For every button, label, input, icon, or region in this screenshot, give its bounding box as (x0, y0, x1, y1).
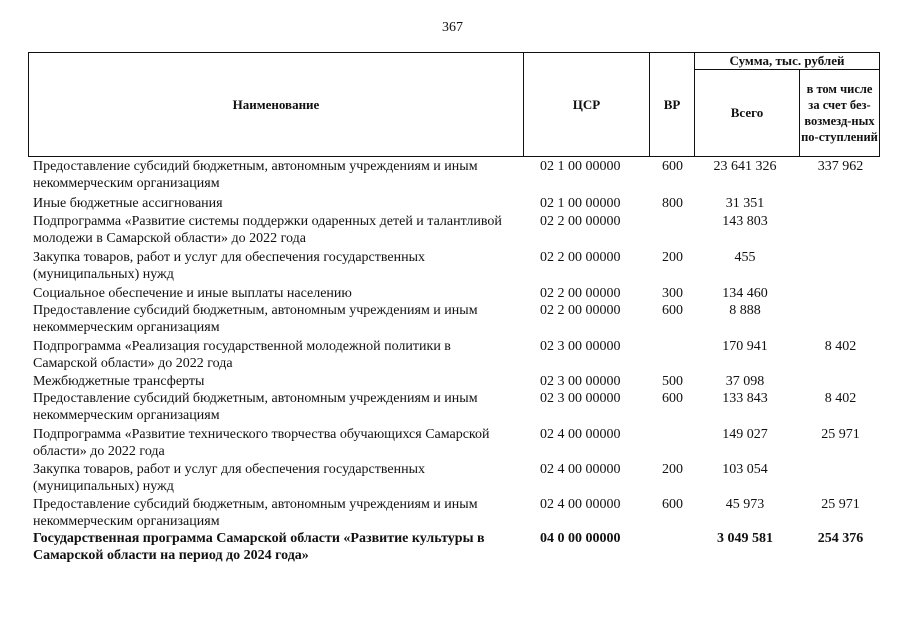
row-csr: 02 4 00 00000 (540, 497, 621, 512)
row-total: 45 973 (725, 497, 765, 512)
header-including: в том числе за счет без-возмезд-ных по-ступлений (800, 70, 880, 157)
row-vr: 600 (662, 497, 683, 512)
header-sum-group: Сумма, тыс. рублей (695, 53, 880, 70)
table-row (33, 496, 883, 530)
row-name: Государственная программа Самарской области «Развитие культуры в Самарской области на период до 2024 года» (33, 531, 485, 563)
row-vr: 200 (662, 250, 683, 265)
row-total: 149 027 (722, 427, 768, 442)
row-name: Подпрограмма «Развитие технического творчества обучающихся Самарской области» до 2022 года (33, 427, 490, 459)
table-row (33, 461, 883, 496)
row-total: 23 641 326 (713, 159, 777, 174)
table-header (28, 52, 880, 157)
header-vr: ВР (650, 53, 695, 157)
row-free: 254 376 (817, 531, 864, 546)
row-vr: 200 (662, 462, 683, 477)
row-name: Предоставление субсидий бюджетным, автономным учреждениям и иным некоммерческим организациям (33, 303, 478, 335)
row-csr: 02 1 00 00000 (540, 196, 621, 211)
row-csr: 02 2 00 00000 (540, 250, 621, 265)
page-number: 367 (442, 20, 463, 35)
row-total: 134 460 (722, 286, 768, 301)
table-row (33, 302, 883, 338)
row-csr: 02 2 00 00000 (540, 214, 621, 229)
row-name: Предоставление субсидий бюджетным, автономным учреждениям и иным некоммерческим организациям (33, 391, 478, 423)
row-name: Подпрограмма «Реализация государственной молодежной политики в Самарской области» до 2022 года (33, 339, 451, 371)
row-csr: 02 3 00 00000 (540, 391, 621, 406)
row-total: 8 888 (729, 303, 761, 318)
row-name: Предоставление субсидий бюджетным, автономным учреждениям и иным некоммерческим организациям (33, 497, 478, 529)
row-csr: 02 2 00 00000 (540, 303, 621, 318)
row-free: 25 971 (821, 497, 860, 512)
table-row (33, 195, 883, 213)
row-total: 143 803 (722, 214, 768, 229)
row-name: Иные бюджетные ассигнования (33, 196, 223, 211)
row-total: 103 054 (722, 462, 768, 477)
table-row (33, 213, 883, 249)
row-csr: 04 0 00 00000 (540, 531, 621, 546)
row-vr: 500 (662, 374, 683, 389)
row-csr: 02 3 00 00000 (540, 374, 621, 389)
row-total: 3 049 581 (717, 531, 773, 546)
header-name: Наименование (29, 53, 524, 157)
row-csr: 02 3 00 00000 (540, 339, 621, 354)
table-row (33, 338, 883, 373)
row-free: 25 971 (821, 427, 860, 442)
header-csr: ЦСР (524, 53, 650, 157)
row-total: 455 (734, 250, 756, 265)
row-name: Закупка товаров, работ и услуг для обеспечения государственных (муниципальных) нужд (33, 250, 426, 282)
header-total: Всего (695, 70, 800, 157)
table-body (33, 158, 883, 566)
row-total: 170 941 (722, 339, 768, 354)
row-free: 337 962 (817, 159, 864, 174)
table-row (33, 373, 883, 390)
row-name: Социальное обеспечение и иные выплаты населению (33, 286, 352, 301)
row-vr: 600 (662, 159, 683, 174)
table-row (33, 249, 883, 285)
row-vr: 800 (662, 196, 683, 211)
row-vr: 600 (662, 391, 683, 406)
row-csr: 02 2 00 00000 (540, 286, 621, 301)
row-free: 8 402 (824, 391, 857, 406)
table-row-program-total (33, 530, 883, 566)
row-csr: 02 1 00 00000 (540, 159, 621, 174)
row-total: 133 843 (722, 391, 768, 406)
row-total: 37 098 (725, 374, 765, 389)
row-csr: 02 4 00 00000 (540, 462, 621, 477)
row-free: 8 402 (824, 339, 857, 354)
row-name: Межбюджетные трансферты (33, 374, 205, 389)
table-row (33, 285, 883, 302)
table-row (33, 390, 883, 426)
row-csr: 02 4 00 00000 (540, 427, 621, 442)
row-name: Закупка товаров, работ и услуг для обеспечения государственных (муниципальных) нужд (33, 462, 426, 494)
row-vr: 300 (662, 286, 683, 301)
row-name: Предоставление субсидий бюджетным, автономным учреждениям и иным некоммерческим организациям (33, 159, 478, 191)
row-vr: 600 (662, 303, 683, 318)
table-row (33, 426, 883, 461)
row-name: Подпрограмма «Развитие системы поддержки одаренных детей и талантливой молодежи в Самарской области» до 2022 года (33, 214, 502, 246)
row-total: 31 351 (725, 196, 765, 211)
table-row (33, 158, 883, 195)
